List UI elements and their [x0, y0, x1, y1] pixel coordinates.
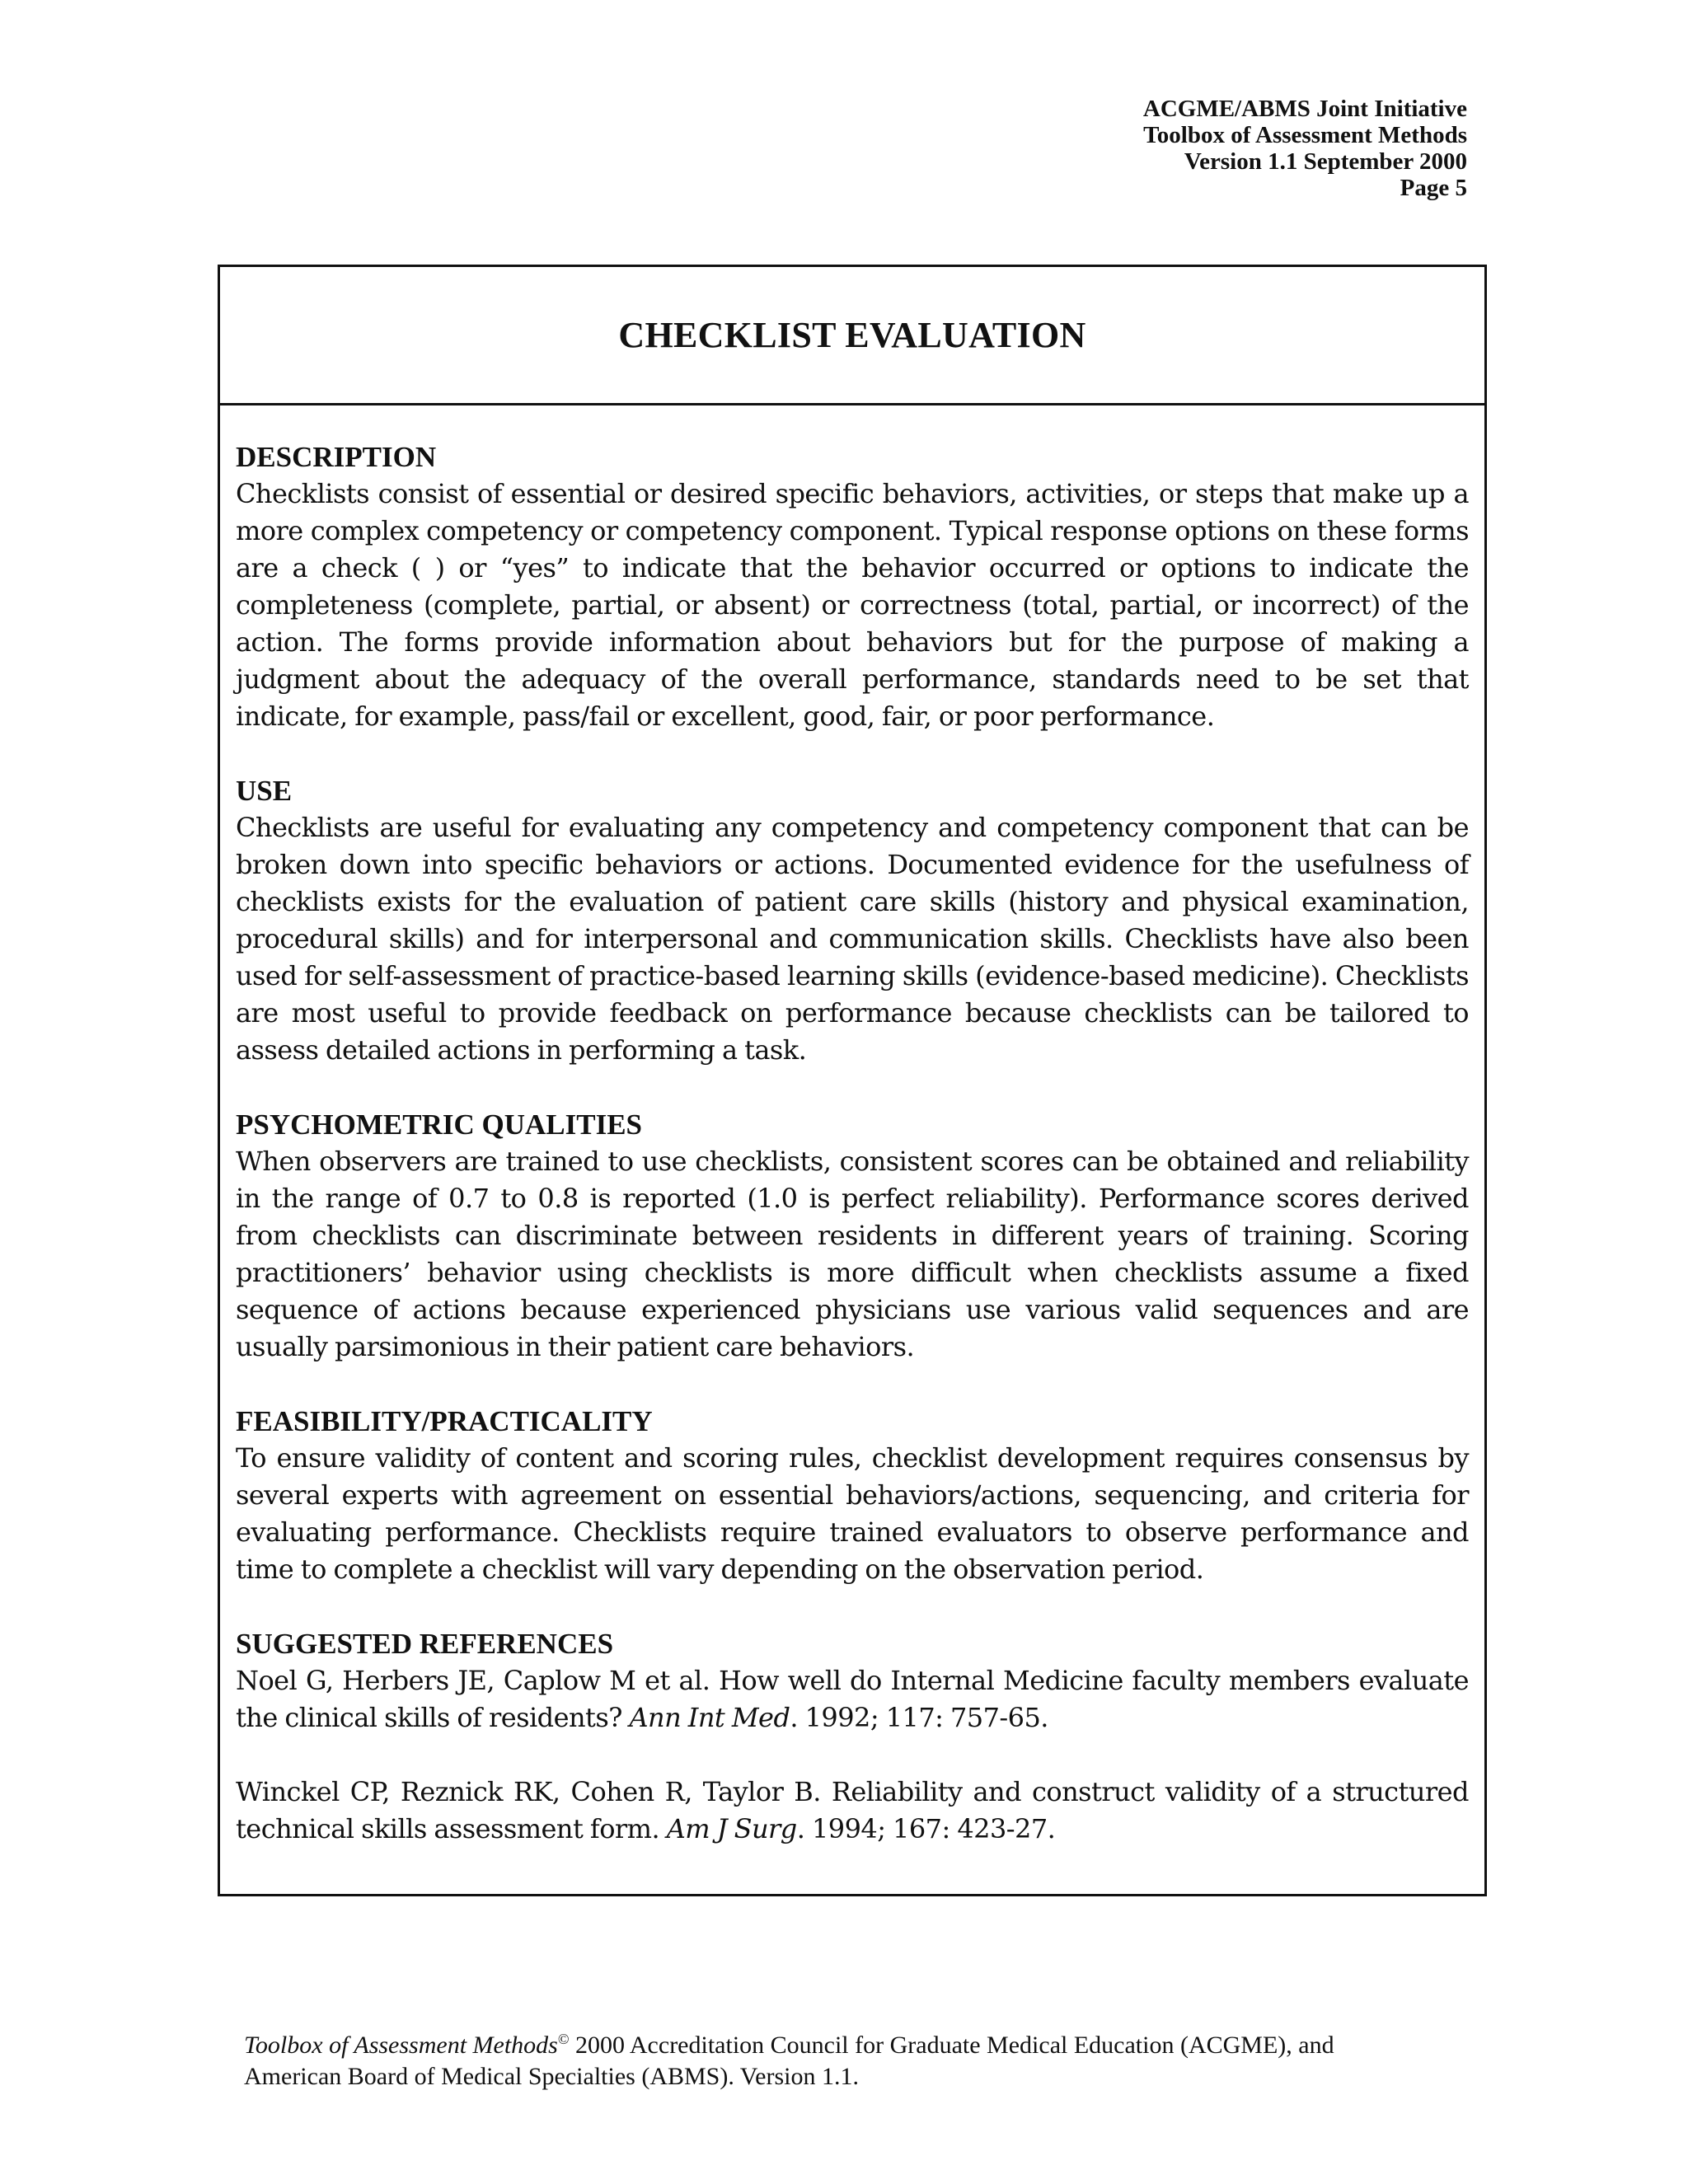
- section-heading: SUGGESTED REFERENCES: [236, 1628, 614, 1660]
- reference-item: [236, 1662, 1469, 1736]
- section-psychometric-qualities: [236, 1106, 1469, 1366]
- content-body: [220, 405, 1484, 1848]
- content-frame: [218, 265, 1487, 1896]
- section-text: Checklists are useful for evaluating any competency and competency component that can be broken down into specific behaviors or actions. Documented evidence for the usefulness of checklists exists for the evaluation of patient care skills (history and physical examination, procedural skills) and for interpersonal and communication skills. Checklists have also been used for self-assessment of practice-based learning skills (evidence-based medicine). Checklists are most useful to provide feedback on performance because checklists can be tailored to assess detailed actions in performing a task.: [236, 812, 1469, 1066]
- section-text: Checklists consist of essential or desired specific behaviors, activities, or steps that make up a more complex competency or competency component. Typical response options on these forms are a check ( ) or “yes” to indicate that the behavior occurred or options to indicate the completeness (complete, partial, or absent) or correctness (total, partial, or incorrect) of the action. The forms provide information about behaviors but for the purpose of making a judgment about the adequacy of the overall performance, standards need to be set that indicate, for example, pass/fail or excellent, good, fair, or poor performance.: [236, 478, 1469, 732]
- reference-citation: . 1992; 117: 757-65.: [790, 1702, 1048, 1733]
- footer-line-2: American Board of Medical Specialties (ABMS). Version 1.1.: [244, 2063, 859, 2090]
- document-header: [1143, 96, 1467, 201]
- header-version: Version 1.1 September 2000: [1184, 148, 1467, 175]
- copyright-symbol: ©: [557, 2031, 570, 2047]
- footer-line-1: [244, 2030, 1497, 2061]
- page-title: CHECKLIST EVALUATION: [618, 315, 1086, 355]
- header-initiative: ACGME/ABMS Joint Initiative: [1142, 96, 1467, 122]
- section-heading: USE: [236, 775, 293, 807]
- section-use: [236, 772, 1469, 1069]
- section-heading: PSYCHOMETRIC QUALITIES: [236, 1108, 643, 1141]
- footer-text: 2000 Accreditation Council for Graduate Medical Education (ACGME), and: [569, 2032, 1334, 2059]
- title-box: [220, 267, 1484, 405]
- section-feasibility: [236, 1403, 1469, 1588]
- page-footer: [244, 2030, 1497, 2093]
- section-heading: DESCRIPTION: [236, 441, 437, 473]
- header-toolbox: Toolbox of Assessment Methods: [1143, 122, 1467, 148]
- reference-text: Winckel CP, Reznick RK, Cohen R, Taylor B. Reliability and construct validity of a structured technical skills assessment form.: [236, 1776, 1469, 1844]
- reference-journal: Am J Surg: [666, 1813, 797, 1844]
- header-page-number: Page 5: [1400, 175, 1467, 201]
- section-heading: FEASIBILITY/PRACTICALITY: [236, 1405, 653, 1437]
- section-text: To ensure validity of content and scoring rules, checklist development requires consensus by several experts with agreement on essential behaviors/actions, sequencing, and criteria for evaluating performance. Checklists require trained evaluators to observe performance and time to complete a checklist will vary depending on the observation period.: [236, 1442, 1469, 1585]
- reference-citation: . 1994; 167: 423-27.: [796, 1813, 1056, 1844]
- reference-item: [236, 1774, 1469, 1848]
- section-description: [236, 438, 1469, 735]
- reference-journal: Ann Int Med: [629, 1702, 790, 1733]
- section-text: When observers are trained to use checklists, consistent scores can be obtained and reliability in the range of 0.7 to 0.8 is reported (1.0 is perfect reliability). Performance scores derived from checklists can discriminate between residents in different years of training. Scoring practitioners’ behavior using checklists is more difficult when checklists assume a fixed sequence of actions because experienced physicians use various valid sequences and are usually parsimonious in their patient care behaviors.: [236, 1146, 1469, 1362]
- reference-text: Noel G, Herbers JE, Caplow M et al. How well do Internal Medicine faculty members evaluate the clinical skills of residents?: [236, 1665, 1469, 1733]
- section-references: [236, 1625, 1469, 1848]
- footer-book-title: Toolbox of Assessment Methods: [244, 2032, 558, 2059]
